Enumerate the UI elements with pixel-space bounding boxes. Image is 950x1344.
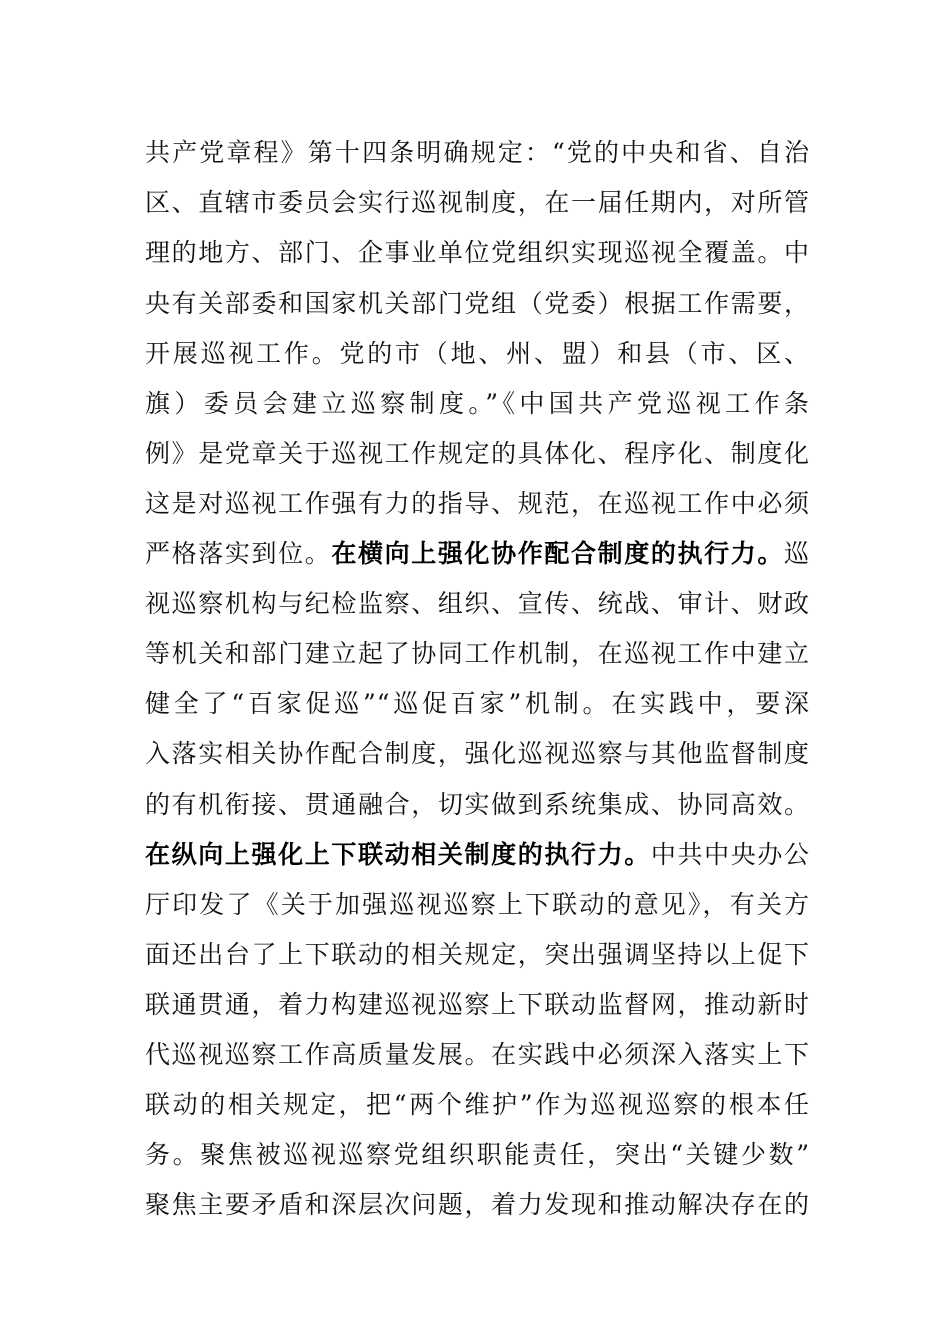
paragraph-line: 务。聚焦被巡视巡察党组织职能责任，突出“关键少数” (145, 1140, 810, 1169)
paragraph-line: 例》是党章关于巡视工作规定的具体化、程序化、制度化 (145, 439, 810, 468)
paragraph-line: 共产党章程》第十四条明确规定：“党的中央和省、自治 (145, 138, 810, 167)
paragraph-line: 的有机衔接、贯通融合，切实做到系统集成、协同高效。 (145, 790, 810, 819)
paragraph-line: 开展巡视工作。党的市（地、州、盟）和县（市、区、 (145, 339, 810, 368)
paragraph-line: 入落实相关协作配合制度，强化巡视巡察与其他监督制度 (145, 739, 810, 768)
bold-heading: 在横向上强化协作配合制度的执行力。 (331, 539, 784, 568)
bold-heading: 在纵向上强化上下联动相关制度的执行力。 (145, 840, 651, 869)
paragraph-line: 面还出台了上下联动的相关规定，突出强调坚持以上促下 (145, 940, 810, 969)
paragraph-line: 代巡视巡察工作高质量发展。在实践中必须深入落实上下 (145, 1040, 810, 1069)
paragraph-line: 联通贯通，着力构建巡视巡察上下联动监督网，推动新时 (145, 990, 810, 1019)
paragraph-line: 理的地方、部门、企事业单位党组织实现巡视全覆盖。中 (145, 238, 810, 267)
paragraph-line: 央有关部委和国家机关部门党组（党委）根据工作需要， (145, 289, 810, 318)
paragraph-line: 联动的相关规定，把“两个维护”作为巡视巡察的根本任 (145, 1090, 810, 1119)
paragraph-line: 健全了“百家促巡”“巡促百家”机制。在实践中，要深 (145, 689, 810, 718)
line-text: 中共中央办公 (650, 840, 810, 869)
paragraph-line (145, 835, 810, 875)
paragraph-line: 视巡察机构与纪检监察、组织、宣传、统战、审计、财政 (145, 589, 810, 618)
paragraph-line: 旗）委员会建立巡察制度。”《中国共产党巡视工作条 (145, 389, 810, 418)
line-text: 巡 (783, 539, 810, 568)
paragraph-line: 聚焦主要矛盾和深层次问题，着力发现和推动解决存在的 (145, 1190, 810, 1219)
paragraph-line: 厅印发了《关于加强巡视巡察上下联动的意见》，有关方 (145, 890, 810, 919)
paragraph-line: 区、直辖市委员会实行巡视制度，在一届任期内，对所管 (145, 188, 810, 217)
line-text: 严格落实到位。 (145, 539, 332, 568)
paragraph-line: 等机关和部门建立起了协同工作机制，在巡视工作中建立 (145, 639, 810, 668)
paragraph-line (145, 534, 810, 574)
paragraph-line: 这是对巡视工作强有力的指导、规范，在巡视工作中必须 (145, 489, 810, 518)
